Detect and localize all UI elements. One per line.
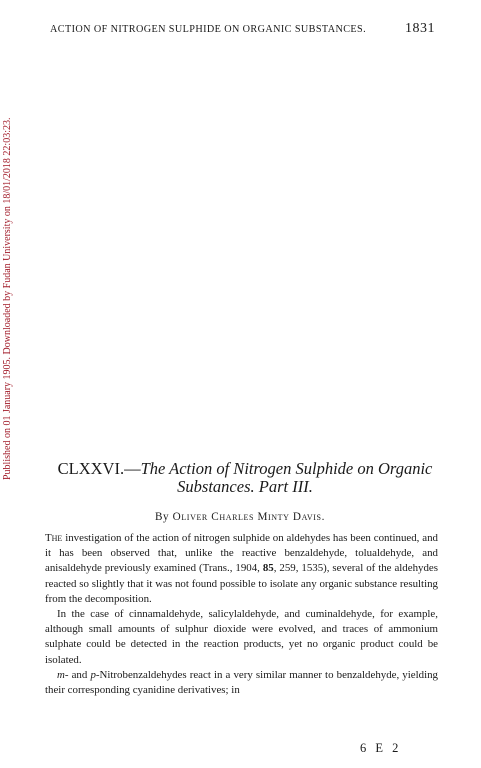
page-number: 1831	[405, 21, 435, 36]
paragraph-3-para: p-	[90, 668, 100, 681]
title-line-2: Substances. Part III.	[177, 477, 313, 496]
author-name: Oliver Charles Minty Davis.	[172, 511, 326, 523]
paragraph-2: In the case of cinnamaldehyde, salicylaldehyde, and cuminaldehyde, for example, although small amounts of sulphur dioxide were evolved, and traces of ammonium sulphate could be detected in the reaction products, yet no organic product could be isolated.	[45, 608, 438, 666]
title-dash: —	[124, 459, 141, 478]
article-body	[45, 531, 438, 698]
byline-by: By	[154, 511, 170, 523]
download-watermark: Published on 01 January 1905. Downloaded by Fudan University on 18/01/2018 22:03:23.	[2, 117, 13, 480]
paragraph-1-volume: 85	[262, 562, 274, 575]
article-number: CLXXVI.	[57, 459, 125, 478]
byline	[45, 511, 435, 523]
paragraph-1-text-a: investigation of the action of nitrogen sulphide on aldehydes has been continued, and it has been observed that, unlike the reactive benzaldehyde, tolualdehyde, and anisaldehyde previously examined (Trans., 1904,	[45, 532, 438, 575]
title-line-1: The Action of Nitrogen Sulphide on Organic	[140, 459, 433, 478]
paragraph-3-meta: m-	[57, 668, 69, 681]
paragraph-3	[45, 668, 438, 698]
signature-mark: 6 E 2	[360, 741, 402, 755]
running-head-title: ACTION OF NITROGEN SULPHIDE ON ORGANIC SUBSTANCES.	[50, 24, 367, 35]
paragraph-3-text-b: Nitrobenzaldehydes react in a very similar manner to benzaldehyde, yielding their corresponding cyanidine derivatives; in	[45, 668, 439, 697]
paragraph-3-text-a: and	[68, 668, 91, 681]
paragraph-1-lead: The	[45, 532, 63, 544]
article-title	[55, 460, 435, 496]
paragraph-1	[45, 531, 438, 607]
paragraph-1-text-b: , 259, 1535), several of the aldehydes reacted so slightly that it was not found possible to isolate any organic substance resulting from the decomposition.	[45, 562, 438, 605]
running-head	[50, 21, 435, 36]
